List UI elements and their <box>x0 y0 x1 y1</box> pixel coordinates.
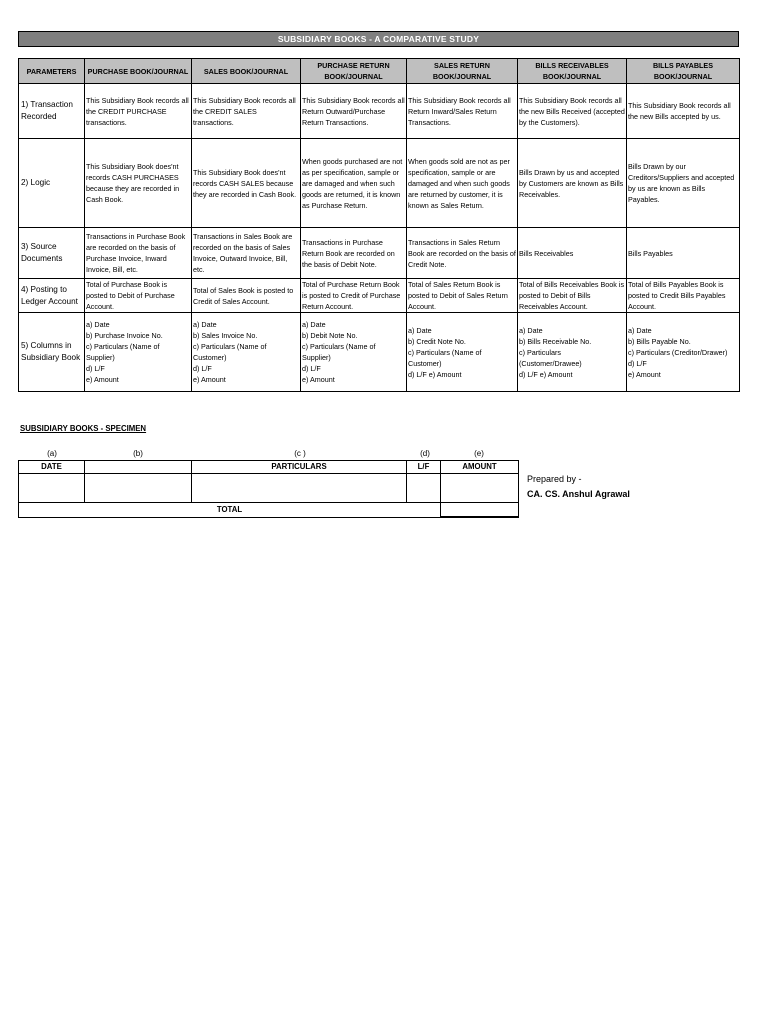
specimen-total-row <box>19 503 519 518</box>
table-cell: Total of Bills Receivables Book is posted to Debit of Bills Receivables Account. <box>518 279 627 313</box>
header-bills-receivables-book: BILLS RECEIVABLES BOOK/JOURNAL <box>518 59 627 84</box>
specimen-header-blank <box>85 461 192 474</box>
page-title-banner: SUBSIDIARY BOOKS - A COMPARATIVE STUDY <box>18 31 739 47</box>
specimen-entry-row <box>19 474 519 503</box>
table-cell: This Subsidiary Book records all the new Bills accepted by us. <box>627 84 740 139</box>
table-cell: When goods purchased are not as per specification, sample or are damaged and when such goods are returned, it is known as Purchase Return. <box>301 139 407 228</box>
column-letter-a: (a) <box>47 449 57 458</box>
table-cell <box>85 474 192 503</box>
header-purchase-return-book: PURCHASE RETURN BOOK/JOURNAL <box>301 59 407 84</box>
specimen-header-date: DATE <box>19 461 85 474</box>
table-cell: Transactions in Purchase Return Book are recorded on the basis of Debit Note. <box>301 228 407 279</box>
comparison-table <box>18 58 740 392</box>
table-cell: a) Date b) Sales Invoice No. c) Particulars (Name of Customer) d) L/F e) Amount <box>192 313 301 392</box>
row-parameter: 3) Source Documents <box>19 228 85 279</box>
table-cell: Bills Payables <box>627 228 740 279</box>
table-cell: Bills Drawn by our Creditors/Suppliers and accepted by us are known as Bills Payables. <box>627 139 740 228</box>
table-cell: This Subsidiary Book records all Return Inward/Sales Return Transactions. <box>407 84 518 139</box>
header-parameters: PARAMETERS <box>19 59 85 84</box>
table-cell: Total of Sales Return Book is posted to Debit of Sales Return Account. <box>407 279 518 313</box>
specimen-total-amount <box>441 503 519 518</box>
specimen-header-lf: L/F <box>407 461 441 474</box>
table-cell: a) Date b) Bills Receivable No. c) Particulars (Customer/Drawee) d) L/F e) Amount <box>518 313 627 392</box>
row-parameter: 1) Transaction Recorded <box>19 84 85 139</box>
specimen-header-row <box>19 461 519 474</box>
header-sales-return-book: SALES RETURN BOOK/JOURNAL <box>407 59 518 84</box>
table-cell <box>192 474 407 503</box>
table-cell: Bills Drawn by us and accepted by Customers are known as Bills Receivables. <box>518 139 627 228</box>
specimen-total-label: TOTAL <box>19 503 441 518</box>
table-cell: Transactions in Purchase Book are recorded on the basis of Purchase Invoice, Inward Invoice, Bill, etc. <box>85 228 192 279</box>
specimen-table <box>18 460 519 518</box>
table-cell <box>407 474 441 503</box>
header-sales-book: SALES BOOK/JOURNAL <box>192 59 301 84</box>
column-letter-e: (e) <box>474 449 484 458</box>
table-cell: Transactions in Sales Book are recorded on the basis of Sales Invoice, Outward Invoice, Bill, etc. <box>192 228 301 279</box>
specimen-header-amount: AMOUNT <box>441 461 519 474</box>
table-cell: Transactions in Sales Return Book are recorded on the basis of Credit Note. <box>407 228 518 279</box>
table-cell: a) Date b) Credit Note No. c) Particulars (Name of Customer) d) L/F e) Amount <box>407 313 518 392</box>
table-cell: This Subsidiary Book does'nt records CASH SALES because they are recorded in Cash Book. <box>192 139 301 228</box>
table-cell: Bills Receivables <box>518 228 627 279</box>
table-cell: This Subsidiary Book records all the new Bills Received (accepted by the Customers). <box>518 84 627 139</box>
header-purchase-book: PURCHASE BOOK/JOURNAL <box>85 59 192 84</box>
table-cell: This Subsidiary Book records all the CREDIT PURCHASE transactions. <box>85 84 192 139</box>
table-cell: Total of Sales Book is posted to Credit of Sales Account. <box>192 279 301 313</box>
header-bills-payables-book: BILLS PAYABLES BOOK/JOURNAL <box>627 59 740 84</box>
table-row <box>19 139 740 228</box>
table-cell: a) Date b) Debit Note No. c) Particulars (Name of Supplier) d) L/F e) Amount <box>301 313 407 392</box>
specimen-title: SUBSIDIARY BOOKS - SPECIMEN <box>20 424 147 433</box>
column-letter-d: (d) <box>420 449 430 458</box>
specimen-header-particulars: PARTICULARS <box>192 461 407 474</box>
row-parameter: 4) Posting to Ledger Account <box>19 279 85 313</box>
table-cell: This Subsidiary Book records all the CREDIT SALES transactions. <box>192 84 301 139</box>
column-letter-c: (c ) <box>294 449 306 458</box>
table-row <box>19 313 740 392</box>
comparison-header-row <box>19 59 740 84</box>
table-cell: a) Date b) Purchase Invoice No. c) Particulars (Name of Supplier) d) L/F e) Amount <box>85 313 192 392</box>
table-cell: This Subsidiary Book does'nt records CASH PURCHASES because they are recorded in Cash Book. <box>85 139 192 228</box>
column-letter-b: (b) <box>133 449 143 458</box>
table-cell <box>441 474 519 503</box>
table-cell: This Subsidiary Book records all Return Outward/Purchase Return Transactions. <box>301 84 407 139</box>
row-parameter: 2) Logic <box>19 139 85 228</box>
table-cell: Total of Purchase Return Book is posted to Credit of Purchase Return Account. <box>301 279 407 313</box>
table-cell: Total of Bills Payables Book is posted to Credit Bills Payables Account. <box>627 279 740 313</box>
table-row <box>19 84 740 139</box>
table-row <box>19 228 740 279</box>
table-cell: When goods sold are not as per specification, sample or are damaged and when such goods are returned by customer, it is known as Sales Return. <box>407 139 518 228</box>
table-cell: Total of Purchase Book is posted to Debit of Purchase Account. <box>85 279 192 313</box>
prepared-by-label: Prepared by - <box>527 474 582 484</box>
table-cell <box>19 474 85 503</box>
prepared-by-name: CA. CS. Anshul Agrawal <box>527 489 630 499</box>
table-row <box>19 279 740 313</box>
table-cell: a) Date b) Bills Payable No. c) Particulars (Creditor/Drawer) d) L/F e) Amount <box>627 313 740 392</box>
row-parameter: 5) Columns in Subsidiary Book <box>19 313 85 392</box>
